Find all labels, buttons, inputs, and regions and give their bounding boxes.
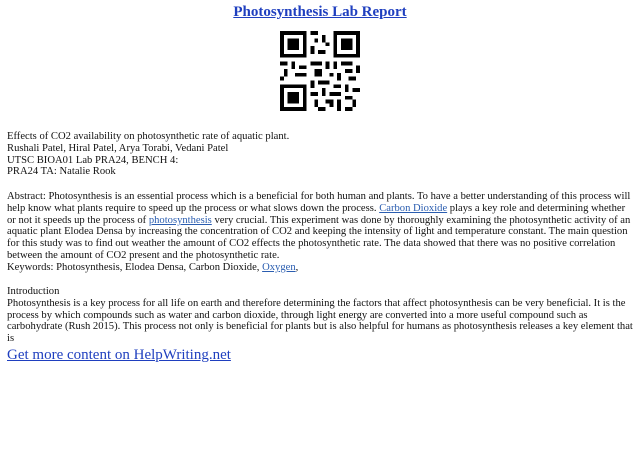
abstract-paragraph bbox=[7, 191, 635, 262]
report-course: UTSC BIOA01 Lab PRA24, BENCH 4: bbox=[7, 154, 179, 166]
qr-code bbox=[280, 31, 360, 111]
link-photosynthesis[interactable]: photosynthesis bbox=[148, 214, 212, 226]
link-carbon-dioxide[interactable]: Carbon Dioxide bbox=[379, 202, 448, 214]
page-title[interactable]: Photosynthesis Lab Report bbox=[233, 4, 407, 20]
introduction-section bbox=[7, 286, 635, 345]
introduction-paragraph: Photosynthesis is a key process for all life on earth and therefore determining the factors that affect photosynthesis can be very beneficial. It is the process by which compounds such as water and carbon dioxide, through light energy are converted into a more useful compound such as carbohydrate (Rush 2015). This process not only is beneficial for plants but is also helpful for humans as photosynthesis releases a key element that is bbox=[7, 297, 633, 345]
keywords-line bbox=[7, 262, 635, 274]
abstract-text-c: very crucial. This experiment was done by thoroughly examining the photosynthetic activity of an aquatic plant Elodea Densa by increasing the concentration of CO2 and keeping the intensity of light and temperature constant. The main question for this study was to find out weather the amount of CO2 effects the photosynthetic rate. The data showed that there was no positive correlation between the amount of CO2 present and the photosynthetic rate. bbox=[7, 214, 631, 261]
link-oxygen[interactable]: Oxygen bbox=[262, 261, 296, 273]
report-ta: PRA24 TA: Natalie Rook bbox=[7, 166, 116, 178]
abstract-section bbox=[7, 191, 635, 274]
report-subtitle: Effects of CO2 availability on photosynthetic rate of aquatic plant. bbox=[7, 131, 290, 142]
get-more-content-link[interactable]: Get more content on HelpWriting.net bbox=[7, 347, 231, 363]
introduction-heading: Introduction bbox=[7, 286, 60, 297]
keywords-prefix: Keywords: Photosynthesis, Elodea Densa, Carbon Dioxide, bbox=[7, 261, 263, 273]
abstract-text-b: plays a key role and determining whether or not it speeds up the process of bbox=[7, 202, 626, 226]
keywords-suffix: , bbox=[295, 261, 299, 273]
report-authors: Rushali Patel, Hiral Patel, Arya Torabi, Vedani Patel bbox=[7, 142, 229, 154]
report-metadata bbox=[7, 131, 635, 178]
abstract-text-a: Abstract: Photosynthesis is an essential process which is a beneficial for both human and plants. To have a better understanding of this process will help know what plants require to speed up the process or what slows down the process. bbox=[7, 191, 631, 214]
